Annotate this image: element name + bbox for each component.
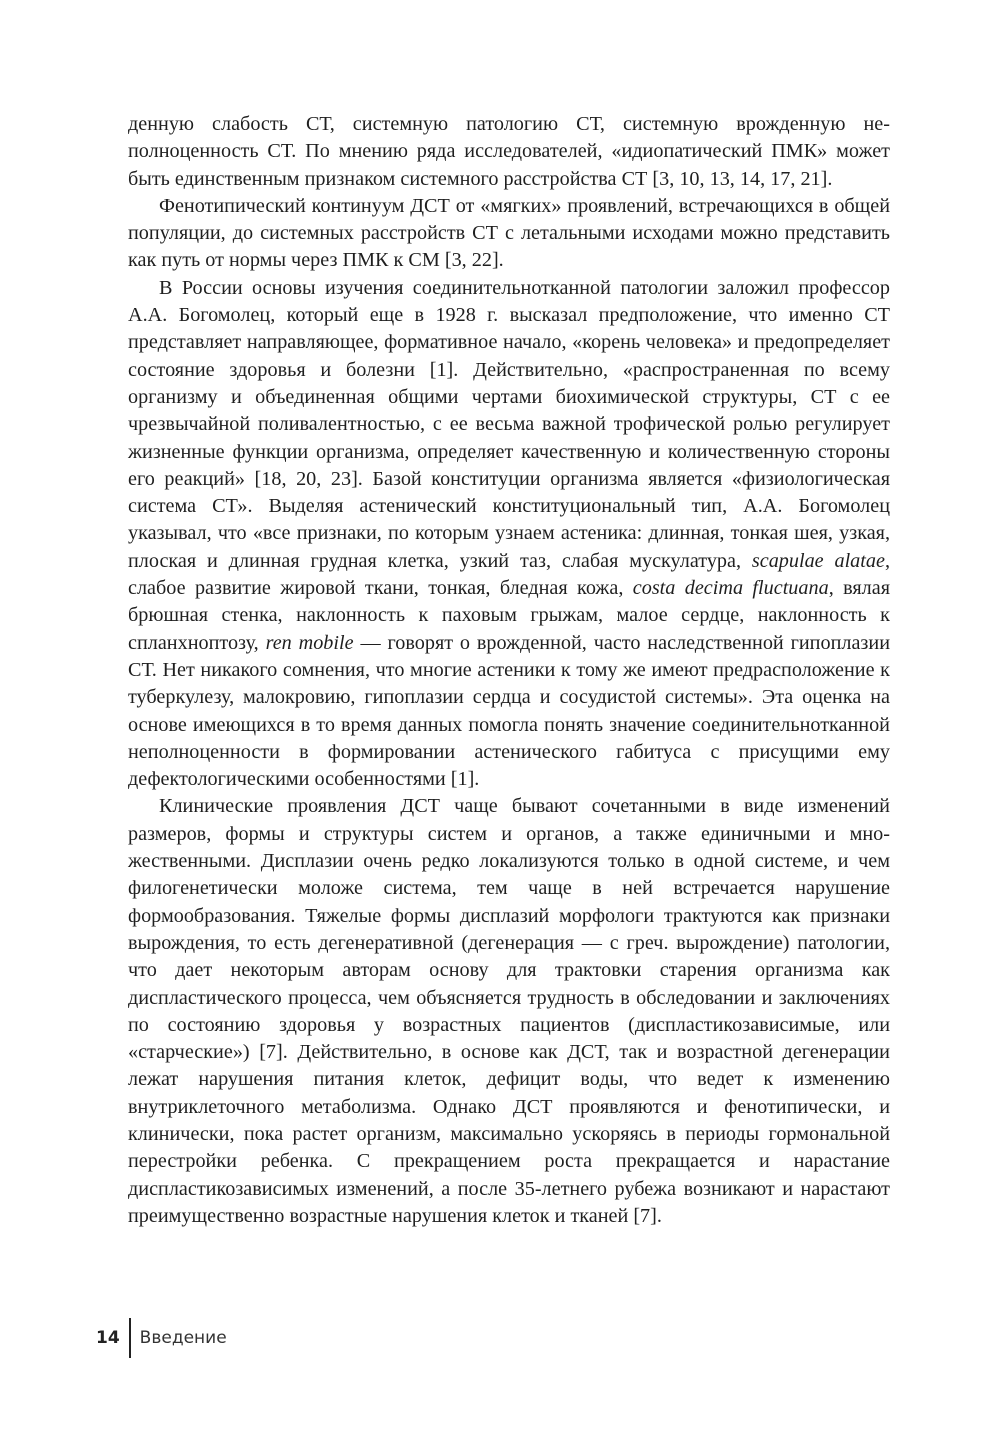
latin-term: scapulae alatae	[751, 549, 885, 572]
paragraph	[128, 111, 890, 193]
latin-term: ren mobile	[265, 631, 354, 654]
paragraph-text: , вялая брюшная стенка, наклонность к паховым грыжам, малое сердце, наклонность к спланхноптозу,	[128, 577, 890, 654]
paragraph	[128, 793, 890, 1230]
paragraph-text: — говорят о врожденной, часто наследственной гипоплазии СТ. Нет никакого сомнения, что многие астеники к тому же имеют предрасположение к туберкулезу, малокровию, гипоплазии сердца и сосудистой системы». Эта оценка на основе имеющихся в то время данных помогла понять значение соединительнотканной неполноценности в формировании астенического габитуса с присущими ему дефектологическими особенностями [1].	[128, 631, 890, 791]
paragraph-text: Клинические проявления ДСТ чаще бывают сочетанными в виде изменений размеров, формы и структуры систем и органов, а также единичными и множественными. Дисплазии очень редко локализуются только в одной системе, и чем филогенетически моложе система, тем чаще в ней встречается нарушение формообразования. Тяжелые формы дисплазий морфологи трактуются как признаки вырождения, то есть дегенеративной (дегенерация — с греч. вырождение) патологии, что дает некоторым авторам основу для трактовки старения организма как диспластического процесса, чем объясняется трудность в обследовании и заключениях по состоянию здоровья у возрастных пациентов (диспластикозависимые, или «старческие») [7]. Действительно, в основе как ДСТ, так и возрастной дегенерации лежат нарушения питания клеток, дефицит воды, что ведет к изменению внутриклеточного метаболизма. Однако ДСТ проявляются и фенотипически, и клинически, пока растет организм, максимально ускоряясь в периоды гормональной перестройки ребенка. С прекращением роста прекращается и нарастание диспластикозависимых изменений, а после 35-летнего рубежа возникают и нарастают преимущественно возрастные нарушения клеток и тканей [7].	[128, 795, 890, 1227]
paragraph-text: денную слабость СТ, системную патологию СТ, системную врожденную неполноценность СТ. По мнению ряда исследователей, «идиопатический ПМК» может быть единственным признаком системного расстройства СТ [3, 10, 13, 14, 17, 21].	[128, 113, 890, 190]
paragraph-text: , слабое развитие жировой ткани, тонкая, бледная кожа,	[128, 549, 890, 600]
running-section-title: Введение	[139, 1328, 227, 1348]
page-body-text	[128, 111, 890, 1230]
paragraph	[128, 193, 890, 275]
paragraph-text: В России основы изучения соединительнотканной патологии заложил профессор А.А. Богомолец, который еще в 1928 г. высказал предположение, что именно СТ представляет направляющее, формативное начало, «корень человека» и предопределяет состояние здоровья и болезни [1]. Действительно, «распространенная по всему организму и объединенная общими чертами биохимической структуры, СТ с ее чрезвычайной поливалентностью, с ее весьма важной трофической ролью регулирует жизненные функции организма, определяет качественную и количественную стороны его реакций» [18, 20, 23]. Базой конституции организма является «физиологическая система СТ». Выделяя астенический конституциональный тип, А.А. Богомолец указывал, что «все признаки, по которым узнаем астеника: длинная, тонкая шея, узкая, плоская и длинная грудная клетка, узкий таз, слабая мускулатура,	[128, 276, 890, 572]
paragraph-text: Фенотипический континуум ДСТ от «мягких» проявлений, встречающихся в общей популяции, до системных расстройств СТ с летальными исходами можно представить как путь от нормы через ПМК к СМ [3, 22].	[128, 194, 890, 272]
page-footer	[96, 1318, 227, 1358]
page-number: 14	[96, 1328, 120, 1348]
paragraph	[128, 275, 890, 794]
latin-term: costa decima fluctuana	[632, 577, 829, 600]
